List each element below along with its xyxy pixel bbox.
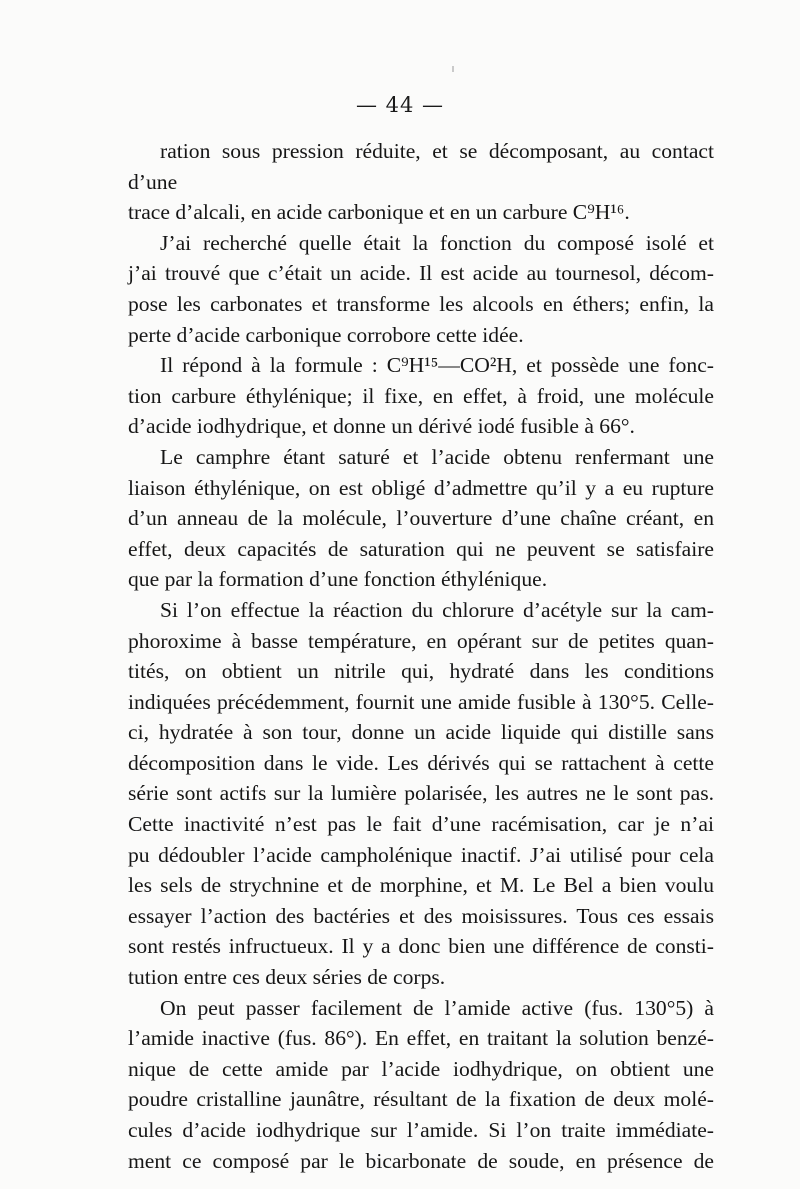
text-line: On peut passer facilement de l’amide active (fus. 130°5) à <box>160 995 714 1020</box>
text-line: d’un anneau de la molécule, l’ouverture d’une chaîne créant, en <box>128 506 714 531</box>
body-text <box>128 136 714 1176</box>
text-line: Le camphre étant saturé et l’acide obtenu renfermant une <box>160 444 714 469</box>
text-line: d’acide iodhydrique, et donne un dérivé iodé fusible à 66°. <box>128 414 635 439</box>
text-line: tités, on obtient un nitrile qui, hydraté dans les conditions <box>128 659 714 684</box>
text-line: décomposition dans le vide. Les dérivés qui se rattachent à cette <box>128 750 714 775</box>
text-line: liaison éthylénique, on est obligé d’admettre qu’il y a eu rupture <box>128 475 714 500</box>
text-line: tion carbure éthylénique; il fixe, en effet, à froid, une molécule <box>128 383 714 408</box>
paragraph <box>128 350 714 442</box>
text-line: ment ce composé par le bicarbonate de soude, en présence de <box>128 1148 714 1173</box>
text-line: série sont actifs sur la lumière polarisée, les autres ne le sont pas. <box>128 781 714 806</box>
text-line: poudre cristalline jaunâtre, résultant de la fixation de deux molé- <box>128 1087 714 1112</box>
text-line: Si l’on effectue la réaction du chlorure d’acétyle sur la cam- <box>160 597 714 622</box>
text-line: cules d’acide iodhydrique sur l’amide. Si l’on traite immédiate- <box>128 1118 714 1142</box>
text-line: ration sous pression réduite, et se décomposant, au contact d’une <box>128 139 714 194</box>
page-number: — 44 — <box>355 93 445 117</box>
text-line: j’ai trouvé que c’était un acide. Il est acide au tournesol, décom- <box>128 261 714 286</box>
text-line: les sels de strychnine et de morphine, et M. Le Bel a bien voulu <box>128 873 714 898</box>
paragraph <box>128 136 714 228</box>
paragraph <box>128 442 714 595</box>
paragraph <box>128 993 714 1177</box>
text-line: que par la formation d’une fonction éthylénique. <box>128 567 548 592</box>
text-line: effet, deux capacités de saturation qui ne peuvent se satisfaire <box>128 536 714 561</box>
text-line: Cette inactivité n’est pas le fait d’une racémisation, car je n’ai <box>128 812 714 837</box>
text-line: pu dédoubler l’acide campholénique inactif. J’ai utilisé pour cela <box>128 842 714 867</box>
paragraph <box>128 595 714 993</box>
text-line: nique de cette amide par l’acide iodhydrique, on obtient une <box>128 1056 714 1081</box>
text-line: l’amide inactive (fus. 86°). En effet, en traitant la solution benzé- <box>128 1026 714 1051</box>
text-line: sont restés infructueux. Il y a donc bien une différence de consti- <box>128 934 714 959</box>
text-line: J’ai recherché quelle était la fonction du composé isolé et <box>160 230 714 255</box>
text-line: phoroxime à basse température, en opérant sur de petites quan- <box>128 628 714 653</box>
text-line: indiquées précédemment, fournit une amide fusible à 130°5. Celle- <box>128 689 714 714</box>
text-line: trace d’alcali, en acide carbonique et en un carbure C⁹H¹⁶. <box>128 200 630 225</box>
text-line: tution entre ces deux séries de corps. <box>128 965 446 990</box>
text-line: pose les carbonates et transforme les alcools en éthers; enfin, la <box>128 291 714 316</box>
text-line: perte d’acide carbonique corrobore cette idée. <box>128 322 524 347</box>
paper-speck <box>452 66 454 72</box>
text-line: Il répond à la formule : C⁹H¹⁵—CO²H, et possède une fonc- <box>160 353 714 378</box>
text-line: essayer l’action des bactéries et des moisissures. Tous ces essais <box>128 903 714 928</box>
paragraph <box>128 228 714 350</box>
text-line: ci, hydratée à son tour, donne un acide liquide qui distille sans <box>128 720 714 745</box>
